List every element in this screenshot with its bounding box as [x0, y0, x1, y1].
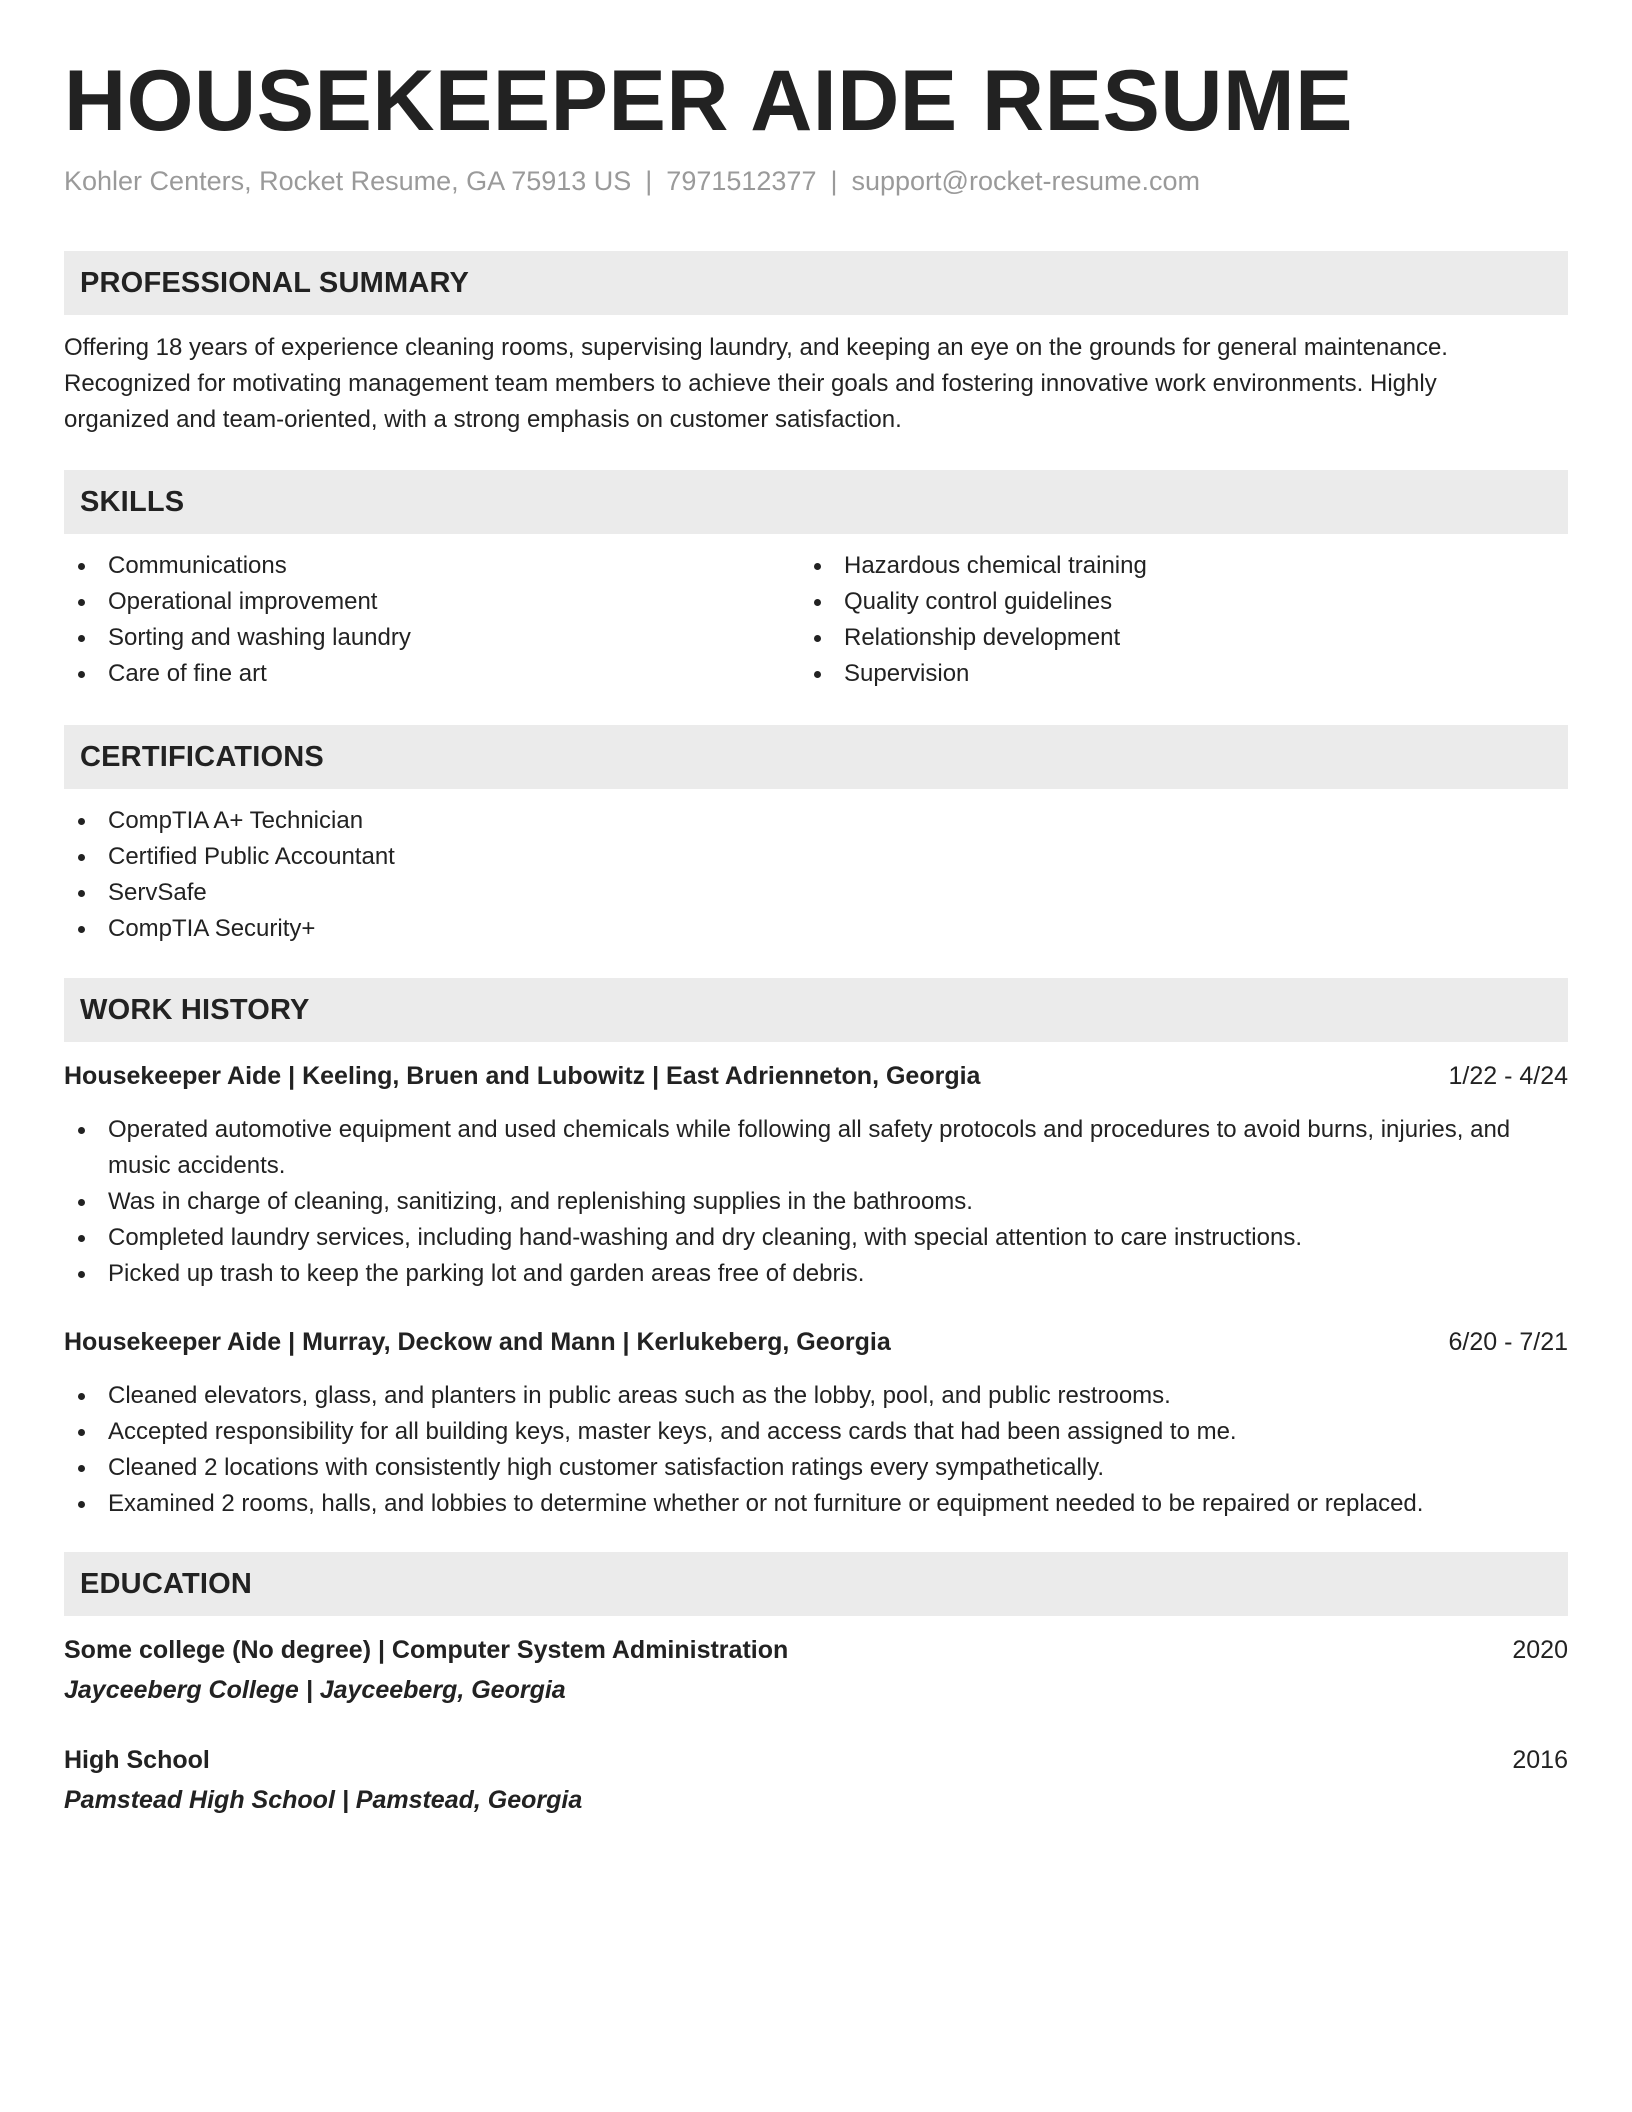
summary-line: Recognized for motivating management team members to achieve their goals and fostering innovative work environments. Highly [64, 370, 1437, 397]
certification-item: ServSafe [64, 875, 1568, 911]
job-bullet: Cleaned elevators, glass, and planters in public areas such as the lobby, pool, and public restrooms. [64, 1378, 1568, 1414]
section-header-summary [64, 251, 1568, 315]
skill-item: Supervision [800, 656, 1540, 692]
certification-item: Certified Public Accountant [64, 839, 1568, 875]
contact-email[interactable]: support@rocket-resume.com [851, 166, 1201, 196]
job-header [64, 1324, 1568, 1360]
job-bullet: Examined 2 rooms, halls, and lobbies to determine whether or not furniture or equipment needed to be repaired or replaced. [64, 1486, 1568, 1522]
certification-item: CompTIA A+ Technician [64, 803, 1568, 839]
section-title: EDUCATION [80, 1567, 253, 1600]
section-header-skills [64, 470, 1568, 534]
summary-line: organized and team-oriented, with a strong emphasis on customer satisfaction. [64, 406, 902, 433]
education-header [64, 1632, 1568, 1668]
summary-line: Offering 18 years of experience cleaning rooms, supervising laundry, and keeping an eye on the grounds for general maintenance. [64, 334, 1448, 361]
job-dates: 6/20 - 7/21 [1448, 1328, 1568, 1356]
skill-item: Sorting and washing laundry [64, 620, 804, 656]
summary-text [64, 330, 1568, 438]
contact-separator: | [645, 166, 653, 196]
job-header [64, 1058, 1568, 1094]
job-title: Housekeeper Aide | Keeling, Bruen and Lubowitz | East Adrienneton, Georgia [64, 1062, 981, 1090]
certifications-list [64, 803, 1568, 947]
skills-right-column [800, 548, 1540, 692]
job-dates: 1/22 - 4/24 [1448, 1062, 1568, 1090]
skill-item: Quality control guidelines [800, 584, 1540, 620]
contact-line [64, 168, 1200, 195]
certification-item: CompTIA Security+ [64, 911, 1568, 947]
contact-address: Kohler Centers, Rocket Resume, GA 75913 US [64, 166, 632, 196]
education-school: Jayceeberg College | Jayceeberg, Georgia [64, 1676, 566, 1704]
job-bullets [64, 1112, 1568, 1292]
job-bullet: Accepted responsibility for all building keys, master keys, and access cards that had been assigned to me. [64, 1414, 1568, 1450]
job-bullet: Cleaned 2 locations with consistently high customer satisfaction ratings every sympathetically. [64, 1450, 1568, 1486]
section-title: SKILLS [80, 485, 185, 518]
contact-separator: | [830, 166, 838, 196]
resume-title: HOUSEKEEPER AIDE RESUME [64, 53, 1353, 149]
skill-item: Hazardous chemical training [800, 548, 1540, 584]
job-title: Housekeeper Aide | Murray, Deckow and Mann | Kerlukeberg, Georgia [64, 1328, 891, 1356]
job-bullet: Picked up trash to keep the parking lot and garden areas free of debris. [64, 1256, 1568, 1292]
education-year: 2020 [1512, 1636, 1568, 1664]
education-degree: High School [64, 1746, 210, 1774]
education-degree: Some college (No degree) | Computer System Administration [64, 1636, 789, 1664]
skill-item: Operational improvement [64, 584, 804, 620]
section-header-work-history [64, 978, 1568, 1042]
section-header-education [64, 1552, 1568, 1616]
skills-left-column [64, 548, 804, 692]
job-bullet: Operated automotive equipment and used chemicals while following all safety protocols and procedures to avoid burns, injuries, and music accidents. [64, 1112, 1568, 1184]
contact-phone: 7971512377 [666, 166, 817, 196]
skill-item: Relationship development [800, 620, 1540, 656]
education-year: 2016 [1512, 1746, 1568, 1774]
education-school: Pamstead High School | Pamstead, Georgia [64, 1786, 583, 1814]
job-bullet: Was in charge of cleaning, sanitizing, and replenishing supplies in the bathrooms. [64, 1184, 1568, 1220]
skill-item: Care of fine art [64, 656, 804, 692]
skill-item: Communications [64, 548, 804, 584]
section-title: PROFESSIONAL SUMMARY [80, 266, 470, 299]
job-bullet: Completed laundry services, including hand-washing and dry cleaning, with special attention to care instructions. [64, 1220, 1568, 1256]
section-header-certifications [64, 725, 1568, 789]
section-title: WORK HISTORY [80, 993, 310, 1026]
job-bullets [64, 1378, 1568, 1522]
section-title: CERTIFICATIONS [80, 740, 324, 773]
education-header [64, 1742, 1568, 1778]
